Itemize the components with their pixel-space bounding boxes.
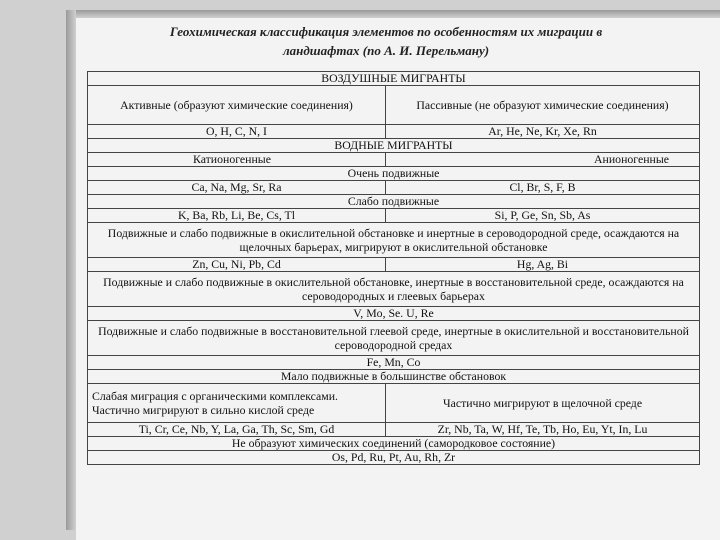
table-row bbox=[88, 181, 700, 195]
table-row bbox=[88, 451, 700, 465]
native-elements: Os, Pd, Ru, Pt, Au, Rh, Zr bbox=[88, 451, 700, 465]
reducing-elements: V, Mo, Se. U, Re bbox=[88, 307, 700, 321]
title-line-2: ландшафтах (по А. И. Перельману) bbox=[282, 43, 490, 58]
table-row bbox=[88, 209, 700, 223]
table-row bbox=[88, 370, 700, 384]
table-row bbox=[88, 307, 700, 321]
oxidizing-cationogenic: Zn, Cu, Ni, Pb, Cd bbox=[88, 258, 386, 272]
cationogenic-label: Катионогенные bbox=[88, 153, 386, 167]
very-mobile-anionogenic: Cl, Br, S, F, B bbox=[386, 181, 700, 195]
slide-shadow-top bbox=[66, 10, 720, 18]
table-row bbox=[88, 125, 700, 139]
table-row bbox=[88, 423, 700, 437]
weakly-mobile-cationogenic: K, Ba, Rb, Li, Be, Cs, Tl bbox=[88, 209, 386, 223]
very-mobile-cationogenic: Ca, Na, Mg, Sr, Ra bbox=[88, 181, 386, 195]
oxidizing-description: Подвижные и слабо подвижные в окислительной обстановке и инертные в сероводородной среде, осаждаются на щелочных барьерах, мигрируют в окислительной обстановке bbox=[88, 223, 700, 258]
low-mobile-heading: Мало подвижные в большинстве обстановок bbox=[88, 370, 700, 384]
passive-air-label: Пассивные (не образуют химические соединения) bbox=[386, 86, 700, 125]
weak-migration-line-2: Частично мигрируют в сильно кислой среде bbox=[92, 403, 315, 417]
weakly-mobile-anionogenic: Si, P, Ge, Sn, Sb, As bbox=[386, 209, 700, 223]
water-migrants-heading: ВОДНЫЕ МИГРАНТЫ bbox=[88, 139, 700, 153]
title-line-1: Геохимическая классификация элементов по особенностям их миграции в bbox=[169, 24, 603, 39]
table-row bbox=[88, 167, 700, 181]
table-row bbox=[88, 86, 700, 125]
low-mobile-right-elements: Zr, Nb, Ta, W, Hf, Te, Tb, Ho, Eu, Yt, In, Lu bbox=[386, 423, 700, 437]
table-row bbox=[88, 72, 700, 86]
weak-migration-line-1: Слабая миграция с органическими комплексами. bbox=[92, 389, 339, 403]
passive-air-elements: Ar, He, Ne, Kr, Xe, Rn bbox=[386, 125, 700, 139]
table-row bbox=[88, 384, 700, 423]
air-migrants-heading: ВОЗДУШНЫЕ МИГРАНТЫ bbox=[88, 72, 700, 86]
gley-description: Подвижные и слабо подвижные в восстановительной глеевой среде, инертные в окислительной и восстановительной сероводородной средах bbox=[88, 321, 700, 356]
active-air-label: Активные (образуют химические соединения) bbox=[88, 86, 386, 125]
table-row bbox=[88, 321, 700, 356]
oxidizing-anionogenic: Hg, Ag, Bi bbox=[386, 258, 700, 272]
active-air-elements: O, H, C, N, I bbox=[88, 125, 386, 139]
weakly-mobile-heading: Слабо подвижные bbox=[88, 195, 700, 209]
very-mobile-heading: Очень подвижные bbox=[88, 167, 700, 181]
table-row bbox=[88, 223, 700, 258]
alkaline-migration-description: Частично мигрируют в щелочной среде bbox=[386, 384, 700, 423]
slide-sheet bbox=[76, 18, 720, 540]
reducing-description: Подвижные и слабо подвижные в окислительной обстановке, инертные в восстановительной среде, осаждаются на сероводородных и глеевых барьерах bbox=[88, 272, 700, 307]
slide-shadow-left bbox=[66, 10, 76, 530]
weak-migration-description bbox=[88, 384, 386, 423]
table-row bbox=[88, 437, 700, 451]
table-row bbox=[88, 356, 700, 370]
anionogenic-label: Анионогенные bbox=[386, 153, 700, 167]
table-row bbox=[88, 272, 700, 307]
low-mobile-left-elements: Ti, Cr, Ce, Nb, Y, La, Ga, Th, Sc, Sm, Gd bbox=[88, 423, 386, 437]
table-row bbox=[88, 153, 700, 167]
table-row bbox=[88, 195, 700, 209]
table-row bbox=[88, 139, 700, 153]
gley-elements: Fe, Mn, Co bbox=[88, 356, 700, 370]
no-compounds-heading: Не образуют химических соединений (самородковое состояние) bbox=[88, 437, 700, 451]
classification-table bbox=[87, 71, 700, 465]
table-row bbox=[88, 258, 700, 272]
page-title bbox=[76, 22, 696, 60]
